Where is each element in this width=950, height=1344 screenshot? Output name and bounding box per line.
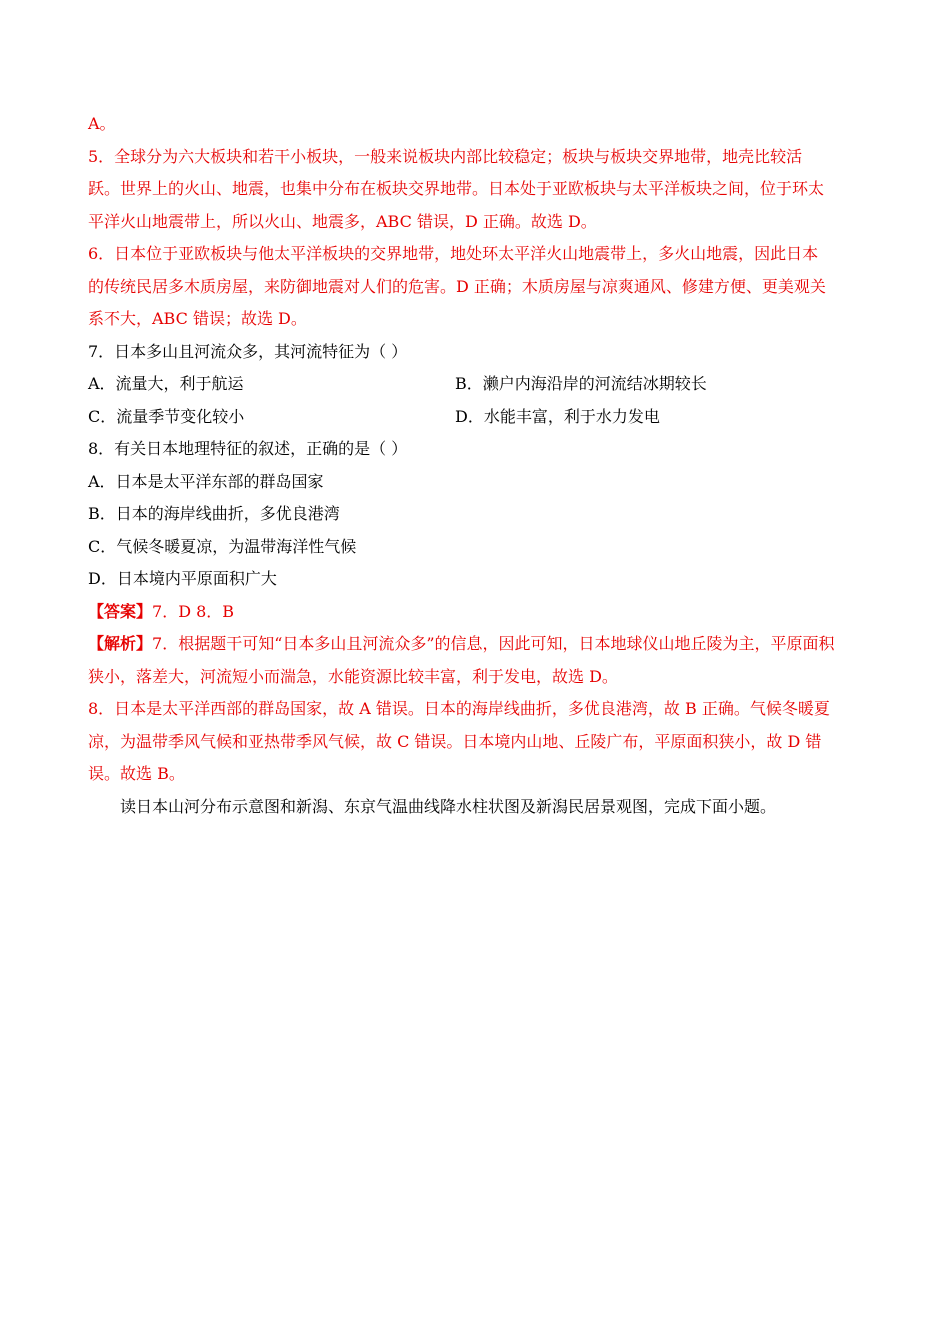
explanation-6-line-3: 系不大，ABC 错误；故选 D。 xyxy=(88,309,307,328)
explanation-6-line-2: 的传统民居多木质房屋，来防御地震对人们的危害。D 正确；木质房屋与凉爽通风、修建方便、更美观关 xyxy=(88,276,826,296)
analysis-text-1: 7．根据题干可知“日本多山且河流众多”的信息，因此可知，日本地球仪山地丘陵为主，平原面积 xyxy=(152,634,835,653)
question-7-option-a: A．流量大，利于航运 xyxy=(88,374,244,393)
analysis-line-2: 狭小，落差大，河流短小而湍急，水能资源比较丰富，利于发电，故选 D。 xyxy=(88,666,618,686)
document-page xyxy=(88,108,868,823)
question-8-stem: 8．有关日本地理特征的叙述，正确的是（ ） xyxy=(88,439,408,458)
question-7-options-row-2 xyxy=(88,401,868,434)
question-7-option-b: B．濑户内海沿岸的河流结冰期较长 xyxy=(455,374,707,393)
analysis-line-4: 凉，为温带季风气候和亚热带季风气候，故 C 错误。日本境内山地、丘陵广布，平原面积狭小，故 D 错 xyxy=(88,731,822,751)
explanation-5-line-2: 跃。世界上的火山、地震，也集中分布在板块交界地带。日本处于亚欧板块与太平洋板块之间，位于环太 xyxy=(88,179,825,198)
question-7-option-c: C．流量季节变化较小 xyxy=(88,406,245,426)
question-8-option-a: A．日本是太平洋东部的群岛国家 xyxy=(88,471,324,491)
question-7-options-row-1 xyxy=(88,368,868,401)
question-8-option-c: C．气候冬暖夏凉，为温带海洋性气候 xyxy=(88,536,357,556)
answer-tag: 【答案】 xyxy=(88,601,153,621)
next-section-intro: 读日本山河分布示意图和新潟、东京气温曲线降水柱状图及新潟民居景观图，完成下面小题。 xyxy=(120,796,777,816)
question-8-option-d: D．日本境内平原面积广大 xyxy=(88,569,277,588)
analysis-tag: 【解析】 xyxy=(88,634,153,653)
analysis-line-3: 8．日本是太平洋西部的群岛国家，故 A 错误。日本的海岸线曲折，多优良港湾，故 B 正确。气候冬暖夏 xyxy=(88,699,830,718)
answer-line xyxy=(88,596,868,629)
explanation-5-line-1: 5．全球分为六大板块和若干小板块，一般来说板块内部比较稳定；板块与板块交界地带，地壳比较活 xyxy=(88,146,803,166)
question-7-stem: 7．日本多山且河流众多，其河流特征为（ ） xyxy=(88,341,408,361)
answer-text: 7．D 8．B xyxy=(152,601,235,621)
question-8-option-b: B．日本的海岸线曲折，多优良港湾 xyxy=(88,504,340,523)
answer-continuation-line: A。 xyxy=(88,114,116,133)
analysis-line-1 xyxy=(88,628,868,661)
explanation-6-line-1: 6．日本位于亚欧板块与他太平洋板块的交界地带，地处环太平洋火山地震带上，多火山地震，因此日本 xyxy=(88,244,819,263)
question-7-option-d: D．水能丰富，利于水力发电 xyxy=(455,406,660,426)
explanation-5-line-3: 平洋火山地震带上，所以火山、地震多，ABC 错误，D 正确。故选 D。 xyxy=(88,211,597,231)
analysis-line-5: 误。故选 B。 xyxy=(88,764,185,783)
